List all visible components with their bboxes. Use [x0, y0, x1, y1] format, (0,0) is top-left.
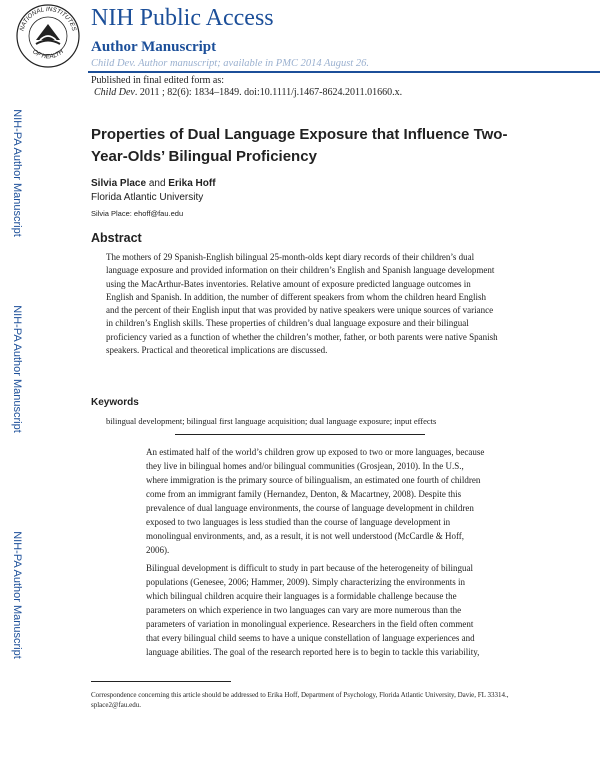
citation-details: . 2011 ; 82(6): 1834–1849. doi:10.1111/j.1467-8624.2011.01660.x. [134, 87, 403, 98]
author-and: and [148, 178, 166, 189]
article-title: Properties of Dual Language Exposure that Influence Two-Year-Olds’ Bilingual Proficiency [91, 126, 508, 165]
keywords-text: bilingual development; bilingual first language acquisition; dual language exposure; input effects [106, 416, 437, 426]
logo-text-top: NATIONAL INSTITUTES [18, 5, 78, 32]
side-label-3: NIH-PA Author Manuscript [11, 531, 23, 659]
author-1: Silvia Place [91, 178, 147, 189]
keywords-heading: Keywords [91, 397, 139, 408]
contact-email: Silvia Place: ehoff@fau.edu [91, 209, 184, 218]
nih-logo [14, 2, 82, 70]
published-label: Published in final edited form as: [91, 75, 225, 86]
abstract-text: The mothers of 29 Spanish-English bilingual 25-month-olds kept diary records of their children’s dual language exposure and provided information on their children’s English and Spanish language development using the MacArthur-Bates inventories. Relative amount of exposure predicted language outcomes in English and Spanish. In addition, the number of different speakers from whom the children heard English and the percent of their English input that was provided by native speakers were unique sources of variance in children’s English skills. These properties of children’s dual language exposure and their bilingual proficiency varied as a function of whether the children’s mother, father, or both parents were native Spanish speakers. Practical and theoretical implications are discussed. [106, 252, 498, 356]
affiliation: Florida Atlantic University [91, 192, 204, 203]
header-subtitle: Author Manuscript [91, 39, 217, 55]
citation-journal: Child Dev [94, 87, 135, 98]
svg-text:OF HEALTH [31, 48, 65, 61]
abstract-heading: Abstract [91, 231, 142, 245]
header-title: NIH Public Access [91, 5, 274, 31]
side-label-1: NIH-PA Author Manuscript [11, 109, 23, 237]
footnote: Correspondence concerning this article should be addressed to Erika Hoff, Department of Psychology, Florida Atlantic University, Davie, FL 33314., splace2@fau.edu. [91, 691, 509, 709]
body-paragraph-2: Bilingual development is difficult to study in part because of the heterogeneity of bilingual populations (Genesee, 2006; Hammer, 2009). Simply characterizing the environments in which bilingual children acquire their languages is a formidable challenge because the parameters on which experience in two languages can vary are more numerous than the parameters of variation in monolingual experience. Researchers in the field often comment that every bilingual child seems to have a unique constellation of language experiences and language abilities. The goal of the research reported here is to begin to tackle this variability, [146, 563, 480, 657]
citation [94, 87, 402, 98]
header-divider [88, 71, 600, 73]
side-label-2: NIH-PA Author Manuscript [11, 305, 23, 433]
section-divider [175, 434, 425, 435]
published-note: Child Dev. Author manuscript; available in PMC 2014 August 26. [91, 58, 369, 69]
footnote-divider [91, 681, 231, 682]
author-2: Erika Hoff [168, 178, 216, 189]
body-paragraph-1: An estimated half of the world’s children grow up exposed to two or more languages, because they live in bilingual homes and/or bilingual communities (Grosjean, 2010). In the U.S., where immigration is the primary source of bilingualism, an estimated one fourth of children come from an immigrant family (Hernandez, Denton, & Macartney, 2008). Despite this prevalence of dual language environments, the course of language development in children exposed to two languages is less studied than the course of language development in monolingual environments, and, as a result, it is not well understood (McCardle & Hoff, 2006). [146, 447, 485, 555]
author-line [91, 178, 216, 189]
logo-text-bottom: OF HEALTH [31, 48, 65, 61]
